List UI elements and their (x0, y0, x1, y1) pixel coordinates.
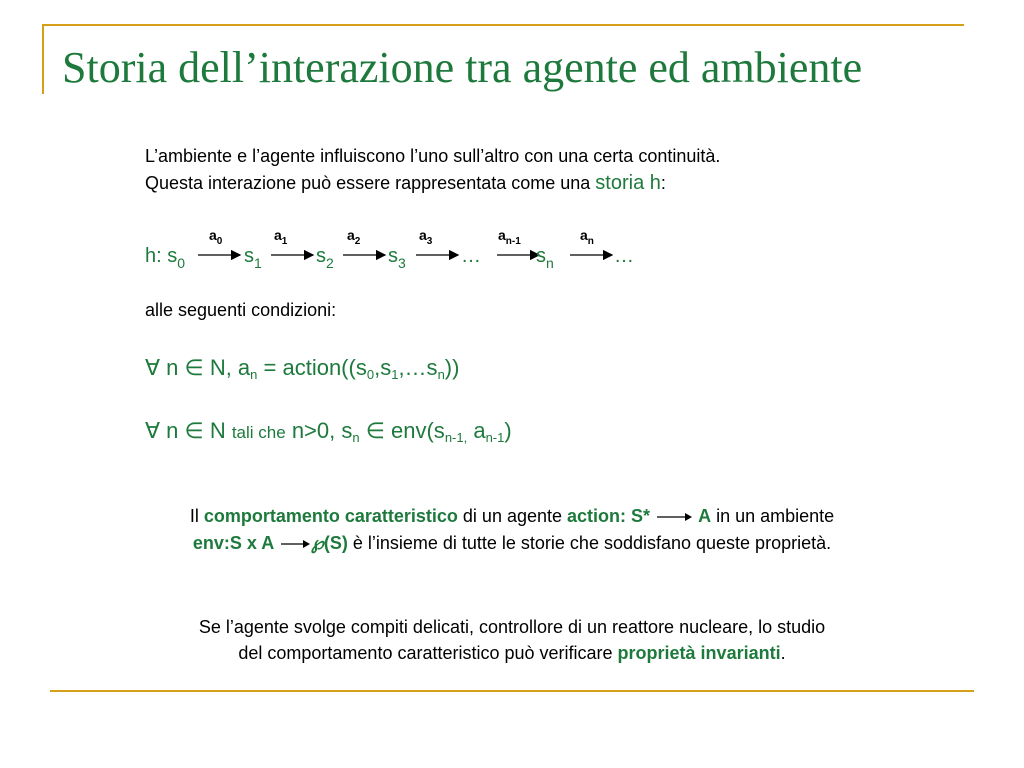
intro-line-2 (145, 172, 666, 195)
behavior-text: è l’insieme di tutte le storie che soddisfano queste proprietà. (347, 533, 832, 553)
cond2-text-c: a (467, 418, 486, 443)
intro-line-1: L’ambiente e l’agente influiscono l’uno sull’altro con una certa continuità. (145, 146, 721, 166)
cond2-text-d: ) (504, 418, 512, 443)
cond2-sub: n (352, 430, 360, 445)
action-label: $a_2$ (347, 227, 361, 247)
cond1-text-b: = action((s (257, 355, 367, 380)
condition-2 (145, 418, 512, 445)
cond2-sub: n-1, (444, 430, 468, 445)
action-label: $a_n$ (580, 227, 594, 247)
arrow-icon (655, 511, 693, 523)
powerset-symbol: ℘ (311, 533, 324, 553)
env-codomain: (S) (323, 533, 348, 553)
bottom-rule (50, 690, 974, 692)
cond1-sub: 0 (366, 367, 375, 382)
closing-period: . (780, 643, 786, 663)
state-label: $s_3$ (388, 245, 406, 271)
forall-symbol: ∀ (145, 355, 161, 380)
cond1-text-d: ,…s (398, 355, 438, 380)
behavior-text: di un agente (457, 506, 568, 526)
closing-line-2 (0, 643, 1024, 664)
chain-start-state: h: $s_0$ (145, 245, 186, 271)
element-of-symbol: ∈ (184, 355, 204, 380)
behavior-text: Il (189, 506, 204, 526)
cond2-N: N (203, 418, 232, 443)
element-of-symbol: ∈ (365, 418, 385, 443)
invarianti-term: proprietà invarianti (617, 643, 781, 663)
action-label: $a_3$ (419, 227, 433, 247)
closing-text: del comportamento caratteristico può verificare (238, 643, 618, 663)
intro-line-2-text: Questa interazione può essere rappresentata come una (145, 173, 596, 193)
cond2-text-a: n>0, s (285, 418, 353, 443)
action-signature: action: S* (567, 506, 651, 526)
storia-term: storia h (595, 172, 661, 194)
state-label: … (461, 245, 481, 267)
cond2-tali-che: tali che (231, 423, 286, 442)
cond1-sub: n (437, 367, 445, 382)
behavior-line-2 (0, 533, 1024, 554)
action-codomain: A (698, 506, 712, 526)
action-label: $a_0$ (209, 227, 223, 247)
action-label: $a_1$ (274, 227, 288, 247)
element-of-symbol: ∈ (184, 418, 204, 443)
cond1-sub: 1 (391, 367, 399, 382)
conditions-intro: alle seguenti condizioni: (145, 300, 337, 320)
comportamento-term: comportamento caratteristico (203, 506, 458, 526)
state-label: $s_n$ (536, 245, 554, 271)
env-signature: env:S x A (192, 533, 275, 553)
behavior-text: in un ambiente (711, 506, 835, 526)
cond1-text-c: ,s (374, 355, 392, 380)
forall-symbol: ∀ (145, 418, 161, 443)
left-rule (42, 24, 44, 94)
closing-line-1: Se l’agente svolge compiti delicati, controllore di un reattore nucleare, lo studio (198, 617, 826, 637)
cond1-n: n (160, 355, 185, 380)
cond1-sub: n (250, 367, 258, 382)
cond2-text-b: env(s (384, 418, 445, 443)
condition-1 (145, 355, 459, 382)
state-label: $s_2$ (316, 245, 334, 271)
cond1-text-a: N, a (203, 355, 251, 380)
cond2-n: n (160, 418, 185, 443)
cond1-text-e: )) (444, 355, 460, 380)
slide-title: Storia dell’interazione tra agente ed ambiente (62, 43, 863, 92)
behavior-line-1 (0, 506, 1024, 527)
top-rule (42, 24, 964, 26)
intro-line-2-colon: : (660, 173, 666, 193)
arrow-icon (279, 538, 311, 550)
action-label: $a_{n-1}$ (498, 227, 521, 247)
cond2-sub: n-1 (485, 430, 505, 445)
state-label: $s_1$ (244, 245, 262, 271)
state-label: … (614, 245, 634, 267)
